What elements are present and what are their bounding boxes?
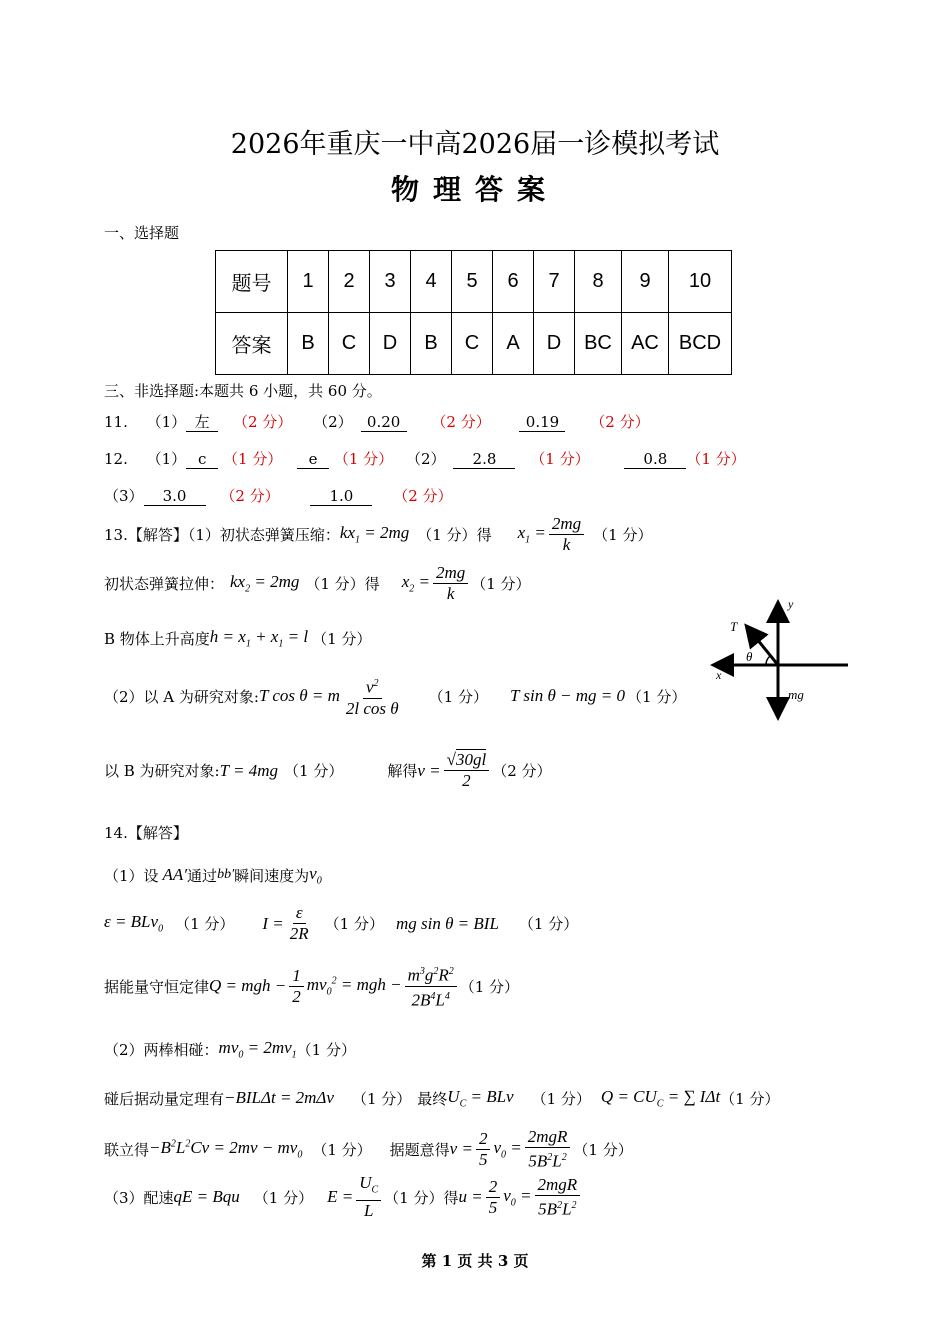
table-cell: C: [329, 313, 370, 375]
score: （1 分）: [686, 450, 746, 468]
score: （2 分）: [492, 762, 552, 780]
part-label: （1）: [146, 450, 187, 468]
formula: T cos θ = m: [258, 686, 340, 706]
formula: $mv_0^2$ = mgh −: [306, 974, 402, 998]
tension-arrow: [748, 628, 778, 665]
formula: E =: [327, 1187, 354, 1207]
score: （1 分）: [312, 629, 372, 648]
answer-blank: 0.20: [361, 414, 407, 432]
table-cell: AC: [622, 313, 669, 375]
text: 碰后据动量定理有: [104, 1089, 225, 1108]
formula: $v_0$ =: [493, 1138, 522, 1161]
fraction: $\frac{2mg}{k}$: [433, 563, 468, 604]
table-cell: 10: [669, 251, 732, 313]
table-cell: 7: [534, 251, 575, 313]
score: （1 分）: [530, 450, 590, 468]
fraction: $\frac{\text{2mgR}}{5B^2L^2}$: [535, 1175, 581, 1220]
part-label: （3）: [104, 487, 144, 505]
score: （1 分）: [333, 450, 394, 468]
table-cell: 1: [288, 251, 329, 313]
label-mg: mg: [788, 687, 804, 702]
q13-line3: [104, 627, 371, 649]
label-x: x: [716, 668, 722, 682]
table-cell: BC: [575, 313, 622, 375]
page-footer: 第 1 页 共 3 页: [421, 1252, 529, 1270]
score: （2 分）: [232, 413, 293, 431]
force-diagram: [710, 595, 860, 725]
label-t: T: [730, 619, 738, 634]
fraction: $\frac{\text{2mgR}}{5B^2L^2}$: [525, 1127, 571, 1172]
formula: $mv_0 = 2mv_1$: [218, 1038, 297, 1061]
fraction: $\frac{2}{5}$: [486, 1177, 501, 1218]
answer-blank: 0.19: [519, 414, 565, 432]
score: （1 分）: [720, 1089, 780, 1108]
fraction: $\frac{2}{5}$: [476, 1129, 491, 1170]
text: 据题意得: [389, 1140, 450, 1159]
q14-line4: [104, 1038, 356, 1060]
q14-line5: [104, 1087, 779, 1109]
formula: ε = BLv$_0$: [104, 912, 164, 935]
fraction: $\frac{m^3g^2R^2}{2B^4L^4}$: [405, 962, 457, 1010]
section-nonchoice-heading: 三、非选择题:本题共 6 小题，共 60 分。: [104, 382, 382, 400]
table-cell: C: [452, 313, 493, 375]
score: （2 分）: [220, 487, 280, 505]
score: （1 分）: [296, 1040, 356, 1059]
page-title: 2026年重庆一中高2026届一诊模拟考试: [230, 129, 720, 160]
answer-blank: 左: [186, 414, 218, 432]
table-cell: 8: [575, 251, 622, 313]
fraction: $\frac{2mg}{k}$: [549, 514, 584, 555]
score: （1 分）: [384, 1188, 444, 1207]
formula: v =: [449, 1139, 473, 1159]
score: （1 分）: [531, 1089, 591, 1108]
score: （1 分）: [417, 526, 477, 544]
fraction: $\frac{U_C}{L}$: [356, 1173, 381, 1221]
formula: v =: [417, 760, 441, 780]
q14-heading: 14.【解答】: [104, 824, 188, 842]
answer-blank: 1.0: [310, 488, 372, 506]
formula: bb′: [217, 867, 235, 883]
table-cell: D: [370, 313, 411, 375]
table-cell: A: [493, 313, 534, 375]
question-number: 12.: [104, 450, 128, 468]
score: （1 分）: [253, 1188, 314, 1207]
score: （1 分）: [573, 1140, 633, 1159]
score: （2 分）: [431, 413, 491, 431]
score: （1 分）: [284, 762, 344, 780]
table-cell: BCD: [669, 313, 732, 375]
score: （1 分）: [305, 575, 365, 593]
table-cell: 3: [370, 251, 411, 313]
text: （1）设: [104, 866, 159, 885]
score: （1 分）: [518, 915, 579, 933]
formula: T = 4mg: [219, 760, 279, 780]
formula: qE = Bqu: [173, 1187, 240, 1207]
formula: $kx_2 = 2mg$: [230, 572, 300, 595]
page-subtitle: 物理答案: [390, 173, 559, 206]
score: （1 分）: [471, 575, 531, 593]
question-12: [104, 448, 746, 469]
section-choice-heading: 一、选择题: [104, 224, 180, 242]
text: 解得: [387, 762, 418, 780]
text: 得: [476, 526, 492, 544]
table-cell: 6: [493, 251, 534, 313]
formula: u =: [458, 1187, 483, 1207]
text: B 物体上升高度: [104, 629, 210, 648]
q14-line3: [104, 962, 519, 1010]
score: （1 分）: [459, 977, 520, 996]
formula: $Q = CU_C$ = ∑ IΔt: [600, 1087, 721, 1110]
text: 据能量守恒定律: [104, 977, 210, 996]
answer-blank: e: [297, 451, 329, 469]
text: 13.【解答】（1）初状态弹簧压缩：: [104, 526, 340, 544]
score: （1 分）: [175, 915, 235, 933]
label-y: y: [788, 597, 794, 611]
score: （1 分）: [222, 450, 283, 468]
formula: Q = mgh −: [209, 976, 287, 996]
formula: $kx_1 = 2mg$: [339, 523, 410, 546]
text: 得: [364, 575, 380, 593]
table-cell: 9: [622, 251, 669, 313]
text: （2）两棒相碰：: [104, 1040, 219, 1059]
table-row-numbers: [216, 251, 732, 313]
question-11: [104, 411, 650, 432]
fraction: $\frac{1}{2}$: [289, 966, 304, 1007]
q14-line7: [104, 1173, 583, 1221]
text: 初状态弹簧拉伸：: [104, 575, 225, 593]
answer-blank: c: [186, 451, 218, 469]
table-cell: D: [534, 313, 575, 375]
table-cell-label: 题号: [216, 251, 288, 313]
table-cell: 5: [452, 251, 493, 313]
formula: $x_2$ =: [401, 572, 430, 595]
fraction: $\frac{√30gl}{2}$: [444, 750, 490, 791]
score: （1 分）: [351, 1089, 412, 1108]
q14-line1: [104, 864, 322, 886]
label-theta: θ: [746, 649, 753, 664]
q13-line4: [104, 674, 686, 719]
score: （1 分）: [593, 526, 653, 544]
question-12-part3: [104, 485, 453, 506]
text: 通过: [187, 866, 218, 885]
text: 以 B 为研究对象:: [104, 762, 220, 780]
formula: $v_0$ =: [503, 1186, 532, 1209]
score: （2 分）: [590, 413, 650, 431]
formula: AA′: [162, 865, 188, 885]
table-cell-label: 答案: [216, 313, 288, 375]
part-label: （2）: [405, 450, 446, 468]
q14-line6: [104, 1127, 633, 1172]
text: 瞬间速度为: [234, 866, 310, 885]
fraction: $\frac{v^2}{\text{2l cos θ}}$: [343, 674, 402, 719]
part-label: （1）: [146, 413, 187, 431]
formula: −BILΔt = 2mΔv: [224, 1088, 334, 1108]
answer-blank: 3.0: [144, 488, 206, 506]
answer-blank: 0.8: [624, 451, 686, 469]
score: （2 分）: [393, 487, 453, 505]
part-label: （2）: [313, 413, 353, 431]
table-cell: 2: [329, 251, 370, 313]
text: （2）以 A 为研究对象:: [104, 687, 259, 706]
question-number: 11.: [104, 413, 128, 431]
answer-table: [215, 250, 732, 375]
score: （1 分）: [627, 687, 687, 706]
text: 得: [443, 1188, 459, 1207]
formula: $h = x_1 + x_1 = l$: [209, 627, 309, 650]
table-row-answers: [216, 313, 732, 375]
q13-line2: [104, 563, 531, 604]
formula: mg sin θ = BIL: [395, 913, 499, 933]
text: （3）配速: [104, 1188, 174, 1207]
table-cell: 4: [411, 251, 452, 313]
q13-line5: [104, 750, 552, 791]
formula: $-B^2L^2Cv = 2mv - mv_0$: [149, 1138, 303, 1161]
formula: $v_0$: [309, 864, 322, 887]
q13-line1: [104, 514, 652, 555]
table-cell: B: [288, 313, 329, 375]
score: （1 分）: [428, 687, 488, 706]
score: （1 分）: [324, 915, 384, 933]
fraction: $\frac{\varepsilon}{2R}$: [289, 903, 309, 943]
formula: I =: [262, 913, 284, 933]
formula: $x_1$ =: [517, 523, 546, 546]
answer-blank: 2.8: [453, 451, 515, 469]
score: （1 分）: [312, 1140, 372, 1159]
text: 联立得: [104, 1140, 150, 1159]
q14-line2: [104, 903, 578, 944]
formula: T sin θ − mg = 0: [509, 686, 626, 706]
text: 最终: [417, 1089, 448, 1108]
table-cell: B: [411, 313, 452, 375]
formula: $U_C$ = BLv: [447, 1087, 514, 1110]
